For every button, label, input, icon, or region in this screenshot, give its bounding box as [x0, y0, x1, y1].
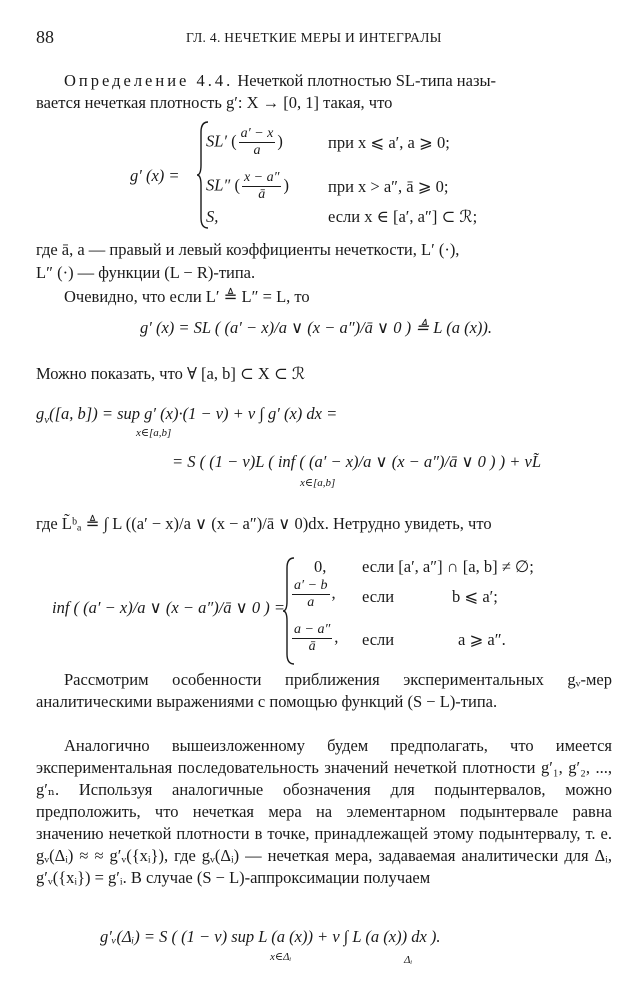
definition-term: Определение 4.4.: [64, 71, 234, 90]
eq1-case-3-condition: если x ∈ [a′, a″] ⊂ ℛ;: [328, 207, 478, 226]
eq5-int-subscript: Δᵢ: [404, 954, 413, 966]
definition-text-1: Нечеткой плотностью SL-типа назы-: [237, 71, 497, 90]
eq4-case-3-condition: если: [362, 630, 395, 649]
eq4-case-1-value: 0,: [314, 557, 327, 576]
eq3-line-1: $g_v([a$, b]) = sup g′ (x)·(1 − v) + v ∫ g′ (x) dx =: [36, 404, 338, 426]
definition-line-1: [36, 70, 612, 92]
para3-line-1: Можно показать, что ∀ [a, b] ⊂ X ⊂ ℛ: [36, 364, 306, 383]
eq4-case-3-value: $\frac{a - a''}{ā}$ ,: [294, 622, 339, 654]
para4-line-1: где L̃ᵇₐ ≜ ∫ L ((a′ − x)/a ∨ (x − a″)/ā ∨ 0)dx. Нетрудно увидеть, что: [36, 514, 492, 533]
running-title: ГЛ. 4. НЕЧЕТКИЕ МЕРЫ И ИНТЕГРАЛЫ: [186, 30, 442, 45]
eq1-case-2-condition: при x > a″, ā ⩾ 0;: [328, 177, 449, 196]
para1-line-2: L″ (·) — функции (L − R)-типа.: [36, 263, 256, 282]
eq5-sup-subscript: x∈Δᵢ: [270, 951, 292, 963]
eq5-text: g′ᵥ(Δᵢ) = S ( (1 − v) sup L (a (x)) + v ∫ L (a (x)) dx ).: [100, 927, 441, 946]
eq4-case-1-condition: если [a′, a″] ∩ [a, b] ≠ ∅;: [362, 557, 534, 576]
eq3-line-2: = S ( (1 − v)L ( inf ( (a′ − x)/a ∨ (x − a″)/ā ∨ 0 ) ) + vL̃: [172, 452, 542, 471]
page-number: 88: [36, 27, 54, 47]
eq4-case-2-value: $\frac{a' - b}{a}$ ,: [294, 578, 336, 610]
para6: Аналогично вышеизложенному будем предполагать, что имеется экспериментальная последовательность значений нечеткой плотности g′₁, g′₂, ..., g′ₙ. Используя аналогичные обозначения для подынтервалов, можно предположить, что нечеткая мера на элементарном подынтервале равна значению нечеткой плотности в точке, принадлежащей этому подынтервалу, т. е. gᵥ(Δᵢ) ≈ ≈ g′ᵥ({xᵢ}), где gᵥ(Δᵢ) — нечеткая мера, задаваемая аналитически для Δᵢ, g′ᵥ({xᵢ}) = g′ᵢ. В случае (S − L)-аппроксимации получаем: [36, 736, 612, 887]
eq4-case-2-condition: если: [362, 587, 395, 606]
para5: Рассмотрим особенности приближения экспериментальных gᵥ-мер аналитическими выражениями с помощью функций (S − L)-типа.: [36, 670, 612, 711]
definition-line-2: вается нечеткая плотность g′: X → [0, 1] такая, что: [36, 93, 393, 112]
eq3-inf-subscript: x∈[a,b]: [300, 477, 336, 489]
eq1-case-3: S,: [206, 207, 219, 226]
para1-line-1: где ā, a — правый и левый коэффициенты нечеткости, L′ (·),: [36, 240, 460, 259]
eq4-case-3-condition-2: a ⩾ a″.: [458, 630, 506, 649]
eq1-lhs: g′ (x) =: [130, 166, 180, 185]
page-header: [36, 27, 613, 49]
eq1-case-1-condition: при x ⩽ a′, a ⩾ 0;: [328, 133, 450, 152]
eq1-case-1: SL′ ( $\frac{a' - x}{a}$ ): [206, 126, 283, 158]
eq3-sup-subscript: x∈[a,b]: [136, 427, 172, 439]
eq1-case-2: SL″ ( $\frac{x - a''}{ā}$ ): [206, 170, 289, 202]
para2-line-1: Очевидно, что если L′ ≜ L″ = L, то: [64, 287, 310, 306]
eq4-lhs: inf ( (a′ − x)/a ∨ (x − a″)/ā ∨ 0 ) =: [52, 598, 285, 617]
equation-2: g′ (x) = SL ( (a′ − x)/a ∨ (x − a″)/ā ∨ 0 ) ≜ L (a (x)).: [140, 318, 493, 337]
eq4-case-2-condition-2: b ⩽ a′;: [452, 587, 498, 606]
